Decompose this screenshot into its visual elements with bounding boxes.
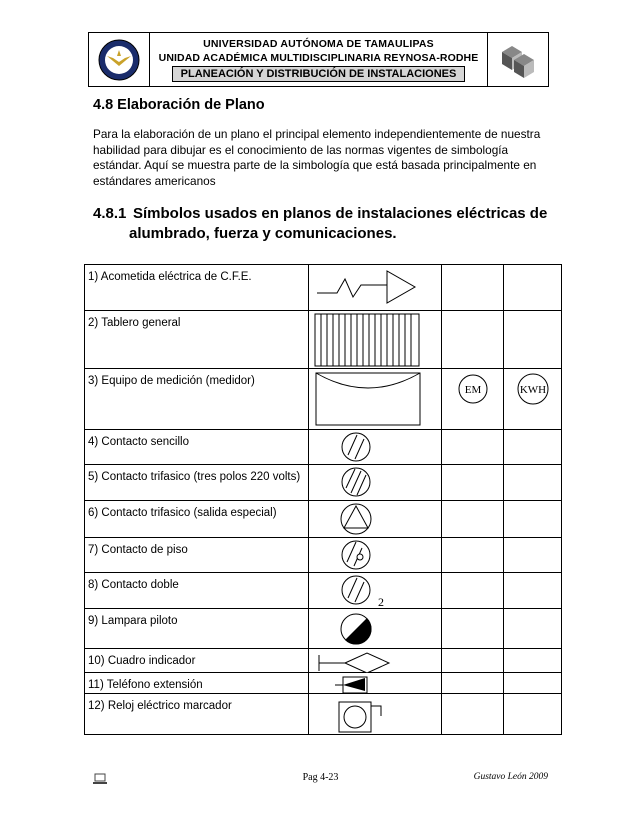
row-label: 11) Teléfono extensión (85, 673, 309, 694)
row-label: 10) Cuadro indicador (85, 649, 309, 673)
tablero-symbol (309, 311, 441, 369)
contacto-sencillo-symbol (309, 430, 441, 465)
row-label: 12) Reloj eléctrico marcador (85, 694, 309, 735)
subsection-title-line2: alumbrado, fuerza y comunicaciones. (129, 225, 397, 242)
row-label: 7) Contacto de piso (85, 538, 309, 573)
header-unit: UNIDAD ACADÉMICA MULTIDISCIPLINARIA REYNOSA-RODHE (158, 52, 479, 64)
footer-author: Gustavo León 2009 (473, 772, 548, 782)
header-university: UNIVERSIDAD AUTÓNOMA DE TAMAULIPAS (203, 38, 434, 50)
telefono-symbol (309, 673, 441, 694)
kwh-label: KWH (520, 384, 547, 396)
lampara-piloto-symbol (309, 609, 441, 649)
table-row (85, 538, 562, 573)
contacto-especial-symbol (309, 501, 441, 538)
row-label: 2) Tablero general (85, 311, 309, 369)
cuadro-indicador-symbol (309, 649, 441, 673)
kwh-symbol (504, 369, 562, 430)
table-row (85, 694, 562, 735)
medidor-symbol (309, 369, 441, 430)
acometida-symbol (309, 265, 441, 311)
table-row (85, 311, 562, 369)
subsection-title-line1: Símbolos usados en planos de instalaciones eléctricas de (133, 205, 548, 222)
row-label: 9) Lampara piloto (85, 609, 309, 649)
table-row (85, 465, 562, 501)
table-row (85, 369, 562, 430)
row-label: 8) Contacto doble (85, 573, 309, 609)
row-label: 1) Acometida eléctrica de C.F.E. (85, 265, 309, 311)
contacto-piso-symbol (309, 538, 441, 573)
em-symbol (441, 369, 504, 430)
doble-mark: 2 (378, 595, 385, 609)
row-label: 6) Contacto trifasico (salida especial) (85, 501, 309, 538)
table-row (85, 649, 562, 673)
row-label: 4) Contacto sencillo (85, 430, 309, 465)
subsection-title (93, 204, 563, 244)
section-title: 4.8 Elaboración de Plano (93, 97, 265, 113)
table-row (85, 673, 562, 694)
subsection-number: 4.8.1 (93, 205, 127, 222)
contacto-doble-symbol (309, 573, 441, 609)
header-course: PLANEACIÓN Y DISTRIBUCIÓN DE INSTALACIONES (172, 66, 466, 82)
table-row (85, 265, 562, 311)
cube-logo (487, 33, 548, 86)
table-row (85, 501, 562, 538)
table-row (85, 430, 562, 465)
reloj-symbol (309, 694, 441, 735)
table-row (85, 609, 562, 649)
row-label: 5) Contacto trifasico (tres polos 220 volts) (85, 465, 309, 501)
row-label: 3) Equipo de medición (medidor) (85, 369, 309, 430)
contacto-trifasico-symbol (309, 465, 441, 501)
symbols-table (84, 264, 562, 735)
page-footer (93, 772, 548, 788)
document-header (88, 32, 549, 87)
table-row (85, 573, 562, 609)
section-intro: Para la elaboración de un plano el principal elemento independientemente de nuestra habilidad para dibujar es el conocimiento de las normas vigentes de simbología estándar. Aquí se muestra parte de la simbología que está basada principalmente en estándares americanos (93, 127, 541, 188)
university-logo (89, 33, 150, 86)
page-number: Pag 4-23 (302, 772, 339, 783)
em-label: EM (464, 384, 481, 396)
